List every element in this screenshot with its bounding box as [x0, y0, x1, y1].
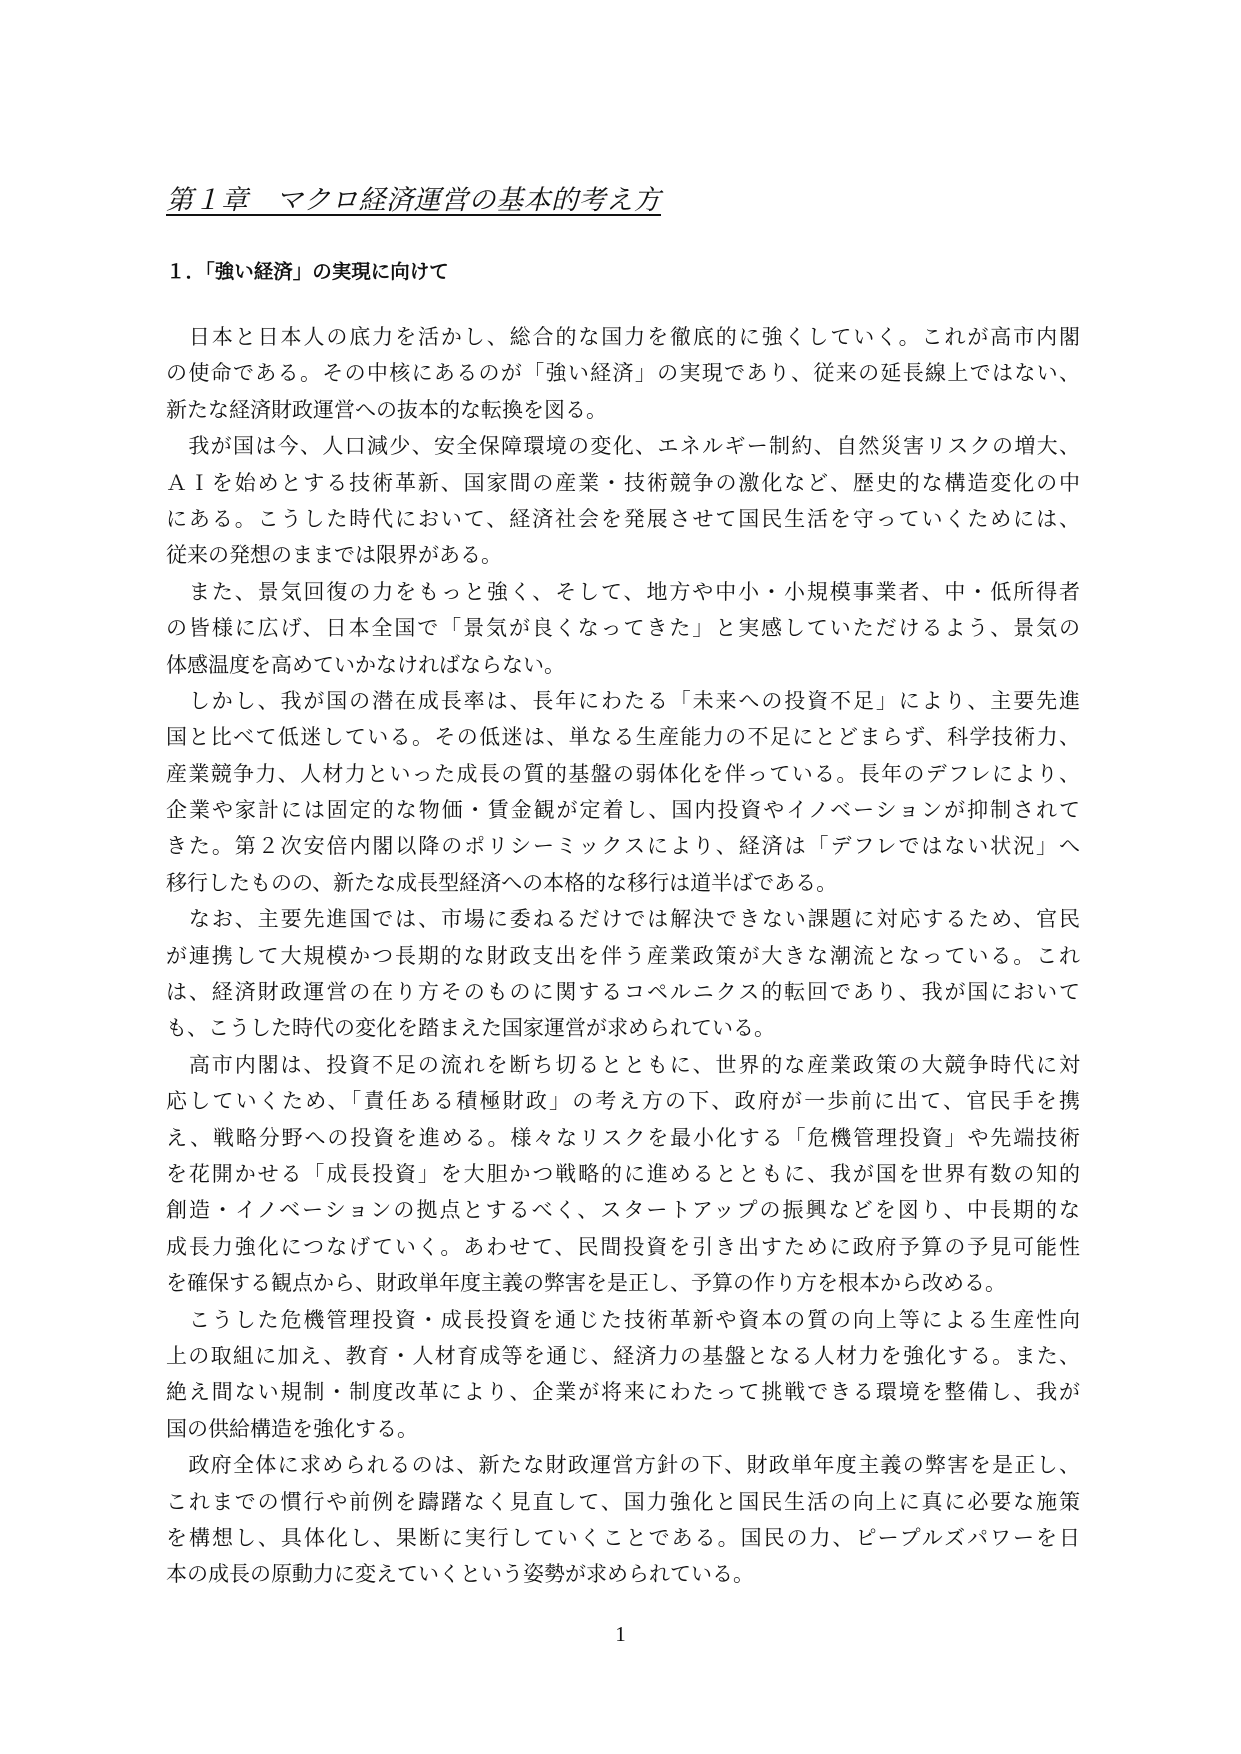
- text-line: こうした危機管理投資・成長投資を通じた技術革新や資本の質の向上等による生産性向: [166, 1307, 1080, 1332]
- text-line: 体感温度を高めていかなければならない。: [166, 652, 565, 677]
- text-line: 成長力強化につなげていく。あわせて、民間投資を引き出すために政府予算の予見可能性: [166, 1234, 1080, 1259]
- text-line: ＡＩを始めとする技術革新、国家間の産業・技術競争の激化など、歴史的な構造変化の中: [166, 470, 1080, 495]
- text-line: 上の取組に加え、教育・人材育成等を通じ、経済力の基盤となる人材力を強化する。また、: [166, 1343, 1080, 1368]
- text-line: 絶え間ない規制・制度改革により、企業が将来にわたって挑戦できる環境を整備し、我が: [166, 1380, 1080, 1405]
- text-line: 産業競争力、人材力といった成長の質的基盤の弱体化を伴っている。長年のデフレにより、: [166, 761, 1080, 786]
- text-line: が連携して大規模かつ長期的な財政支出を伴う産業政策が大きな潮流となっている。これ: [166, 943, 1080, 968]
- text-line: 政府全体に求められるのは、新たな財政運営方針の下、財政単年度主義の弊害を是正し、: [166, 1453, 1080, 1478]
- text-line: 国と比べて低迷している。その低迷は、単なる生産能力の不足にとどまらず、科学技術力、: [166, 725, 1080, 750]
- text-line: を花開かせる「成長投資」を大胆かつ戦略的に進めるとともに、我が国を世界有数の知的: [166, 1161, 1080, 1186]
- chapter-title: 第１章 マクロ経済運営の基本的考え方: [166, 185, 661, 216]
- text-line: 日本と日本人の底力を活かし、総合的な国力を徹底的に強くしていく。これが高市内閣: [166, 325, 1080, 349]
- text-line: にある。こうした時代において、経済社会を発展させて国民生活を守っていくためには、: [166, 506, 1080, 531]
- text-line: なお、主要先進国では、市場に委ねるだけでは解決できない課題に対応するため、官民: [166, 907, 1080, 932]
- section-heading: １．「強い経済」の実現に向けて: [166, 260, 449, 283]
- text-line: 応していくため、「責任ある積極財政」の考え方の下、政府が一歩前に出て、官民手を携: [166, 1089, 1080, 1114]
- page-number: 1: [615, 1622, 626, 1646]
- text-line: 従来の発想のままでは限界がある。: [166, 543, 502, 568]
- text-line: え、戦略分野への投資を進める。様々なリスクを最小化する「危機管理投資」や先端技術: [166, 1125, 1080, 1150]
- text-line: 新たな経済財政運営への抜本的な転換を図る。: [166, 397, 607, 422]
- text-line: 高市内閣は、投資不足の流れを断ち切るとともに、世界的な産業政策の大競争時代に対: [166, 1052, 1080, 1077]
- text-line: を構想し、具体化し、果断に実行していくことである。国民の力、ピープルズパワーを日: [166, 1525, 1080, 1550]
- text-line: も、こうした時代の変化を踏まえた国家運営が求められている。: [166, 1016, 775, 1041]
- text-line: きた。第２次安倍内閣以降のポリシーミックスにより、経済は「デフレではない状況」へ: [166, 834, 1080, 859]
- text-line: また、景気回復の力をもっと強く、そして、地方や中小・小規模事業者、中・低所得者: [166, 579, 1080, 604]
- text-line: 創造・イノベーションの拠点とするべく、スタートアップの振興などを図り、中長期的な: [166, 1198, 1080, 1223]
- text-line: 本の成長の原動力に変えていくという姿勢が求められている。: [166, 1562, 754, 1587]
- text-line: しかし、我が国の潜在成長率は、長年にわたる「未来への投資不足」により、主要先進: [166, 688, 1080, 713]
- text-line: の使命である。その中核にあるのが「強い経済」の実現であり、従来の延長線上ではない、: [166, 361, 1080, 386]
- text-line: を確保する観点から、財政単年度主義の弊害を是正し、予算の作り方を根本から改める。: [166, 1271, 1006, 1296]
- body-text: [166, 319, 1080, 1593]
- text-line: は、経済財政運営の在り方そのものに関するコペルニクス的転回であり、我が国において: [166, 980, 1080, 1005]
- text-line: これまでの慣行や前例を躊躇なく見直して、国力強化と国民生活の向上に真に必要な施策: [166, 1489, 1080, 1514]
- text-line: 移行したものの、新たな成長型経済への本格的な移行は道半ばである。: [166, 870, 838, 895]
- text-line: 国の供給構造を強化する。: [166, 1416, 418, 1441]
- text-line: の皆様に広げ、日本全国で「景気が良くなってきた」と実感していただけるよう、景気の: [166, 616, 1080, 641]
- text-line: 企業や家計には固定的な物価・賃金観が定着し、国内投資やイノベーションが抑制されて: [166, 798, 1080, 823]
- text-line: 我が国は今、人口減少、安全保障環境の変化、エネルギー制約、自然災害リスクの増大、: [166, 434, 1080, 459]
